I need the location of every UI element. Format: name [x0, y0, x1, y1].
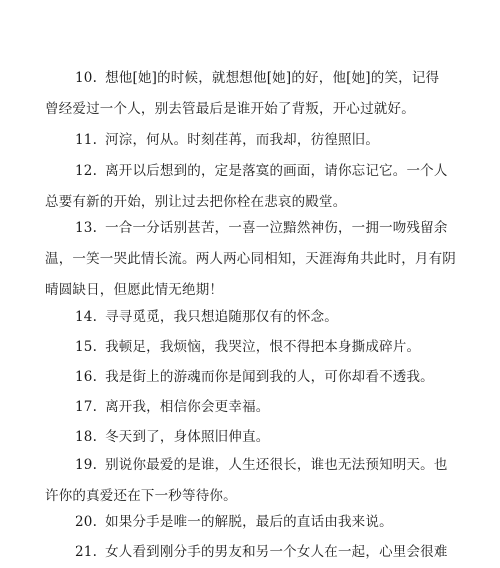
list-item: [75, 507, 445, 538]
item-text: 如果分手是唯一的解脱，最后的直话由我来说。: [105, 514, 393, 530]
item-number: 12.: [75, 163, 98, 179]
item-text: 想他[她]的时候，就想想他[她]的好，他[她]的笑，记得: [105, 70, 440, 86]
item-text: 温，一笑一哭此情长流。两人两心同相知，天涯海角共此时，月有阴: [45, 251, 456, 267]
item-text: 晴圆缺日，但愿此情无绝期！: [45, 282, 224, 298]
item-text: 我是街上的游魂而你是闻到我的人，可你却看不透我。: [105, 369, 434, 385]
item-number: 19.: [75, 457, 98, 473]
item-number: 14.: [75, 309, 98, 325]
list-item: [75, 392, 445, 423]
item-number: 13.: [75, 220, 98, 236]
item-number: 10.: [75, 70, 98, 86]
list-item: [45, 213, 456, 306]
item-text: 冬天到了，身体照旧伸直。: [105, 429, 270, 445]
list-item: [75, 362, 445, 393]
item-text: 离开以后想到的，定是落寞的画面，请你忘记它。一个人: [105, 163, 448, 179]
list-item: [75, 332, 445, 363]
item-number: 16.: [75, 369, 98, 385]
item-text: 离开我，相信你会更幸福。: [105, 399, 270, 415]
item-number: 21.: [75, 544, 98, 560]
item-text: 女人看到刚分手的男友和另一个女人在一起，心里会很难: [105, 544, 448, 560]
item-text: 寻寻觅觅，我只想追随那仅有的怀念。: [105, 309, 338, 325]
list-item: [75, 422, 445, 453]
item-text: 曾经爱过一个人，别去管最后是谁开始了背叛，开心过就好。: [45, 101, 415, 117]
item-number: 18.: [75, 429, 98, 445]
item-text: 一合一分话别甚苦，一喜一泣黯然神伤，一拥一吻残留余: [105, 220, 448, 236]
item-number: 11.: [75, 132, 98, 148]
item-text: 别说你最爱的是谁，人生还很长，谁也无法预知明天。也: [105, 457, 448, 473]
list-item: [75, 537, 448, 568]
list-item: [45, 63, 445, 125]
item-text: 我顿足，我烦恼，我哭泣，恨不得把本身撕成碎片。: [105, 339, 421, 355]
item-number: 20.: [75, 514, 98, 530]
item-text: 许你的真爱还在下一秒等待你。: [45, 488, 237, 504]
list-item: [75, 302, 445, 333]
item-text: 总要有新的开始，别让过去把你栓在悲哀的殿堂。: [45, 194, 347, 210]
list-item: [45, 450, 448, 512]
item-number: 15.: [75, 339, 98, 355]
list-item: [45, 156, 448, 218]
item-number: 17.: [75, 399, 98, 415]
item-text: 河淙，何从。时刻荏苒，而我却，彷徨照旧。: [105, 132, 380, 148]
list-item: [75, 125, 445, 156]
